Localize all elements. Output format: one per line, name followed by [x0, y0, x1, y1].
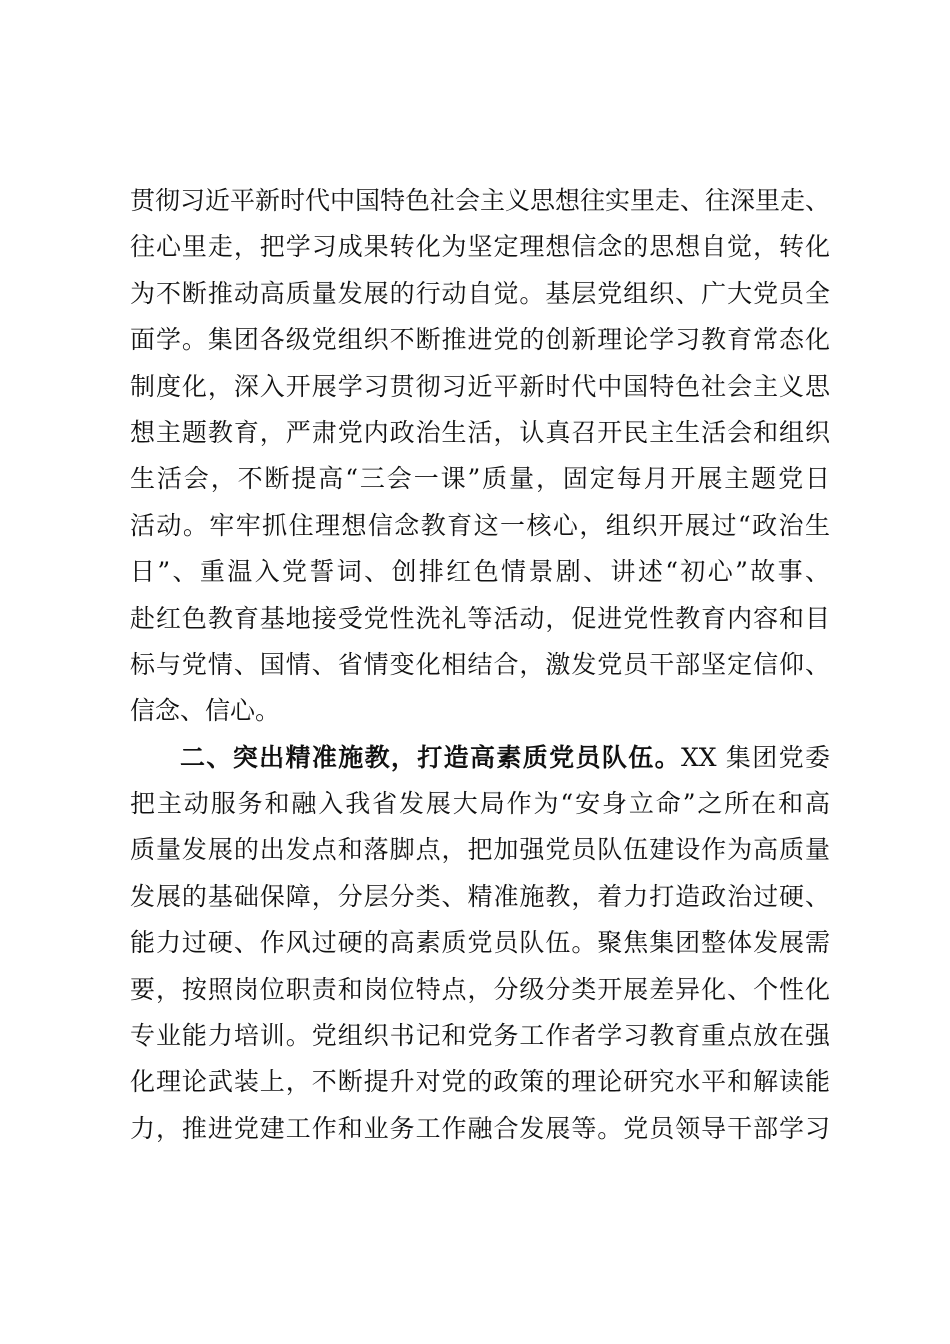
text-line: 赴红色教育基地接受党性洗礼等活动，促进党性教育内容和目 [130, 603, 830, 633]
text-line: 能力过硬、作风过硬的高素质党员队伍。聚焦集团整体发展需 [130, 928, 830, 958]
text-line: 为不断推动高质量发展的行动自觉。基层党组织、广大党员全 [130, 278, 830, 308]
text-line: 专业能力培训。党组织书记和党务工作者学习教育重点放在强 [130, 1021, 830, 1051]
text-line: 化理论武装上，不断提升对党的政策的理论研究水平和解读能 [130, 1067, 830, 1097]
section-heading: 二、突出精准施教，打造高素质党员队伍。 [180, 742, 681, 772]
text-line: 质量发展的出发点和落脚点，把加强党员队伍建设作为高质量 [130, 835, 830, 865]
text-line: 要，按照岗位职责和岗位特点，分级分类开展差异化、个性化 [130, 974, 830, 1004]
text-line: 往心里走，把学习成果转化为坚定理想信念的思想自觉，转化 [130, 232, 830, 262]
text-line: 面学。集团各级党组织不断推进党的创新理论学习教育常态化 [130, 325, 830, 355]
text-line: 力，推进党建工作和业务工作融合发展等。党员领导干部学习 [130, 1113, 830, 1143]
text-line: 信念、信心。 [130, 696, 281, 726]
text-line: 标与党情、国情、省情变化相结合，激发党员干部坚定信仰、 [130, 649, 830, 679]
text-line: 把主动服务和融入我省发展大局作为“安身立命”之所在和高 [130, 789, 830, 819]
paragraph-2 [130, 735, 830, 1153]
text-line: 活动。牢牢抓住理想信念教育这一核心，组织开展过“政治生 [130, 510, 830, 540]
text-line: 发展的基础保障，分层分类、精准施教，着力打造政治过硬、 [130, 881, 830, 911]
body-text [130, 178, 830, 1152]
text-line: 想主题教育，严肃党内政治生活，认真召开民主生活会和组织 [130, 417, 830, 447]
text-line: 生活会，不断提高“三会一课”质量，固定每月开展主题党日 [130, 464, 830, 494]
paragraph-1 [130, 178, 830, 735]
text-line: 日”、重温入党誓词、创排红色情景剧、讲述“初心”故事、 [130, 557, 830, 587]
text-run: XX 集团党委 [680, 742, 830, 772]
section-heading-line [130, 735, 830, 781]
text-line: 贯彻习近平新时代中国特色社会主义思想往实里走、往深里走、 [130, 186, 830, 215]
text-line: 制度化，深入开展学习贯彻习近平新时代中国特色社会主义思 [130, 371, 830, 401]
